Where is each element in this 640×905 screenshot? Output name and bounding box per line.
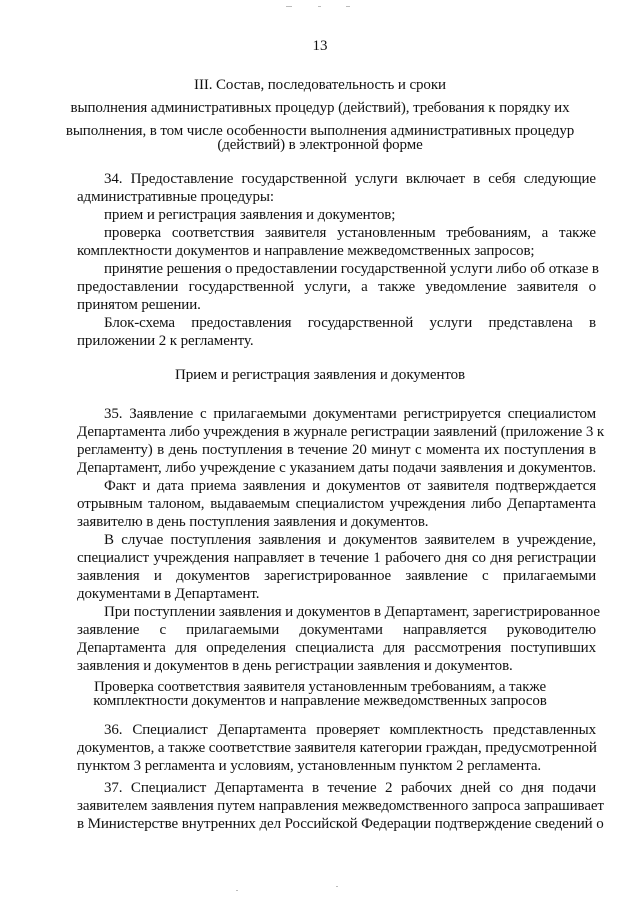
paragraph-line: регламенту) в день поступления в течение 20 минут с момента их поступления в [77,442,596,458]
scan-speck [236,890,238,891]
scan-speck [346,6,350,7]
paragraph-line: 35. Заявление с прилагаемыми документами регистрируется специалистом [104,406,596,422]
paragraph-line: проверка соответствия заявителя установленным требованиям, а также [104,225,596,241]
subheading: комплектности документов и направление межведомственных запросов [93,693,547,709]
page-number: 13 [312,38,328,54]
paragraph-line: 37. Специалист Департамента в течение 2 рабочих дней со дня подачи [104,780,596,796]
paragraph-line: При поступлении заявления и документов в Департамент, зарегистрированное [104,604,600,620]
section-title-line: выполнения, в том числе особенности выполнения административных процедур [65,123,575,139]
paragraph-line: в Министерстве внутренних дел Российской Федерации подтверждение сведений о [77,816,604,832]
paragraph-line: принятом решении. [77,297,201,313]
paragraph-line: Блок-схема предоставления государственной услуги представлена в [104,315,596,331]
paragraph-line: отрывным талоном, выдаваемым специалистом учреждения либо Департамента [77,496,596,512]
section-title-line: III. Состав, последовательность и сроки [194,77,446,93]
subheading: Прием и регистрация заявления и документов [174,367,466,383]
paragraph-line: предоставлении государственной услуги, а также уведомление заявителя о [77,279,596,295]
paragraph-line: документами в Департамент. [77,586,260,602]
paragraph-line: 36. Специалист Департамента проверяет комплектность представленных [104,722,596,738]
subheading: Проверка соответствия заявителя установленным требованиям, а также [93,679,547,695]
section-title-line: выполнения административных процедур (действий), требования к порядку их [70,100,570,116]
paragraph-line: принятие решения о предоставлении государственной услуги либо об отказе в [104,261,599,277]
paragraph-line: Департамента для определения специалиста для рассмотрения поступивших [77,640,596,656]
paragraph-line: административные процедуры: [77,189,274,205]
paragraph-line: Департамент, либо учреждение с указанием даты подачи заявления и документов. [77,460,596,476]
paragraph-line: Департамента либо учреждения в журнале регистрации заявлений (приложение 3 к [77,424,605,440]
paragraph-line: заявление с прилагаемыми документами направляется руководителю [77,622,596,638]
paragraph-line: прием и регистрация заявления и документов; [104,207,396,223]
paragraph-line: В случае поступления заявления и документов заявителем в учреждение, [104,532,596,548]
scan-speck [286,6,292,7]
paragraph-line: комплектности документов и направление межведомственных запросов; [77,243,535,259]
paragraph-line: заявителем заявления путем направления межведомственного запроса запрашивает [77,798,604,814]
paragraph-line: документов, а также соответствие заявителя категории граждан, предусмотренной [77,740,597,756]
paragraph-line: заявления и документов зарегистрированное заявление с прилагаемыми [77,568,596,584]
scan-speck [336,886,338,887]
paragraph-line: пунктом 3 регламента и условиям, установленным пунктом 2 регламента. [77,758,542,774]
paragraph-line: заявления и документов в день регистрации заявления и документов. [77,658,513,674]
paragraph-line: 34. Предоставление государственной услуги включает в себя следующие [104,171,596,187]
paragraph-line: Факт и дата приема заявления и документов от заявителя подтверждается [104,478,596,494]
section-title-line: (действий) в электронной форме [217,137,423,153]
paragraph-line: заявителю в день поступления заявления и документов. [77,514,429,530]
scan-speck [318,6,321,7]
paragraph-line: специалист учреждения направляет в течение 1 рабочего дня со дня регистрации [77,550,596,566]
paragraph-line: приложении 2 к регламенту. [77,333,254,349]
